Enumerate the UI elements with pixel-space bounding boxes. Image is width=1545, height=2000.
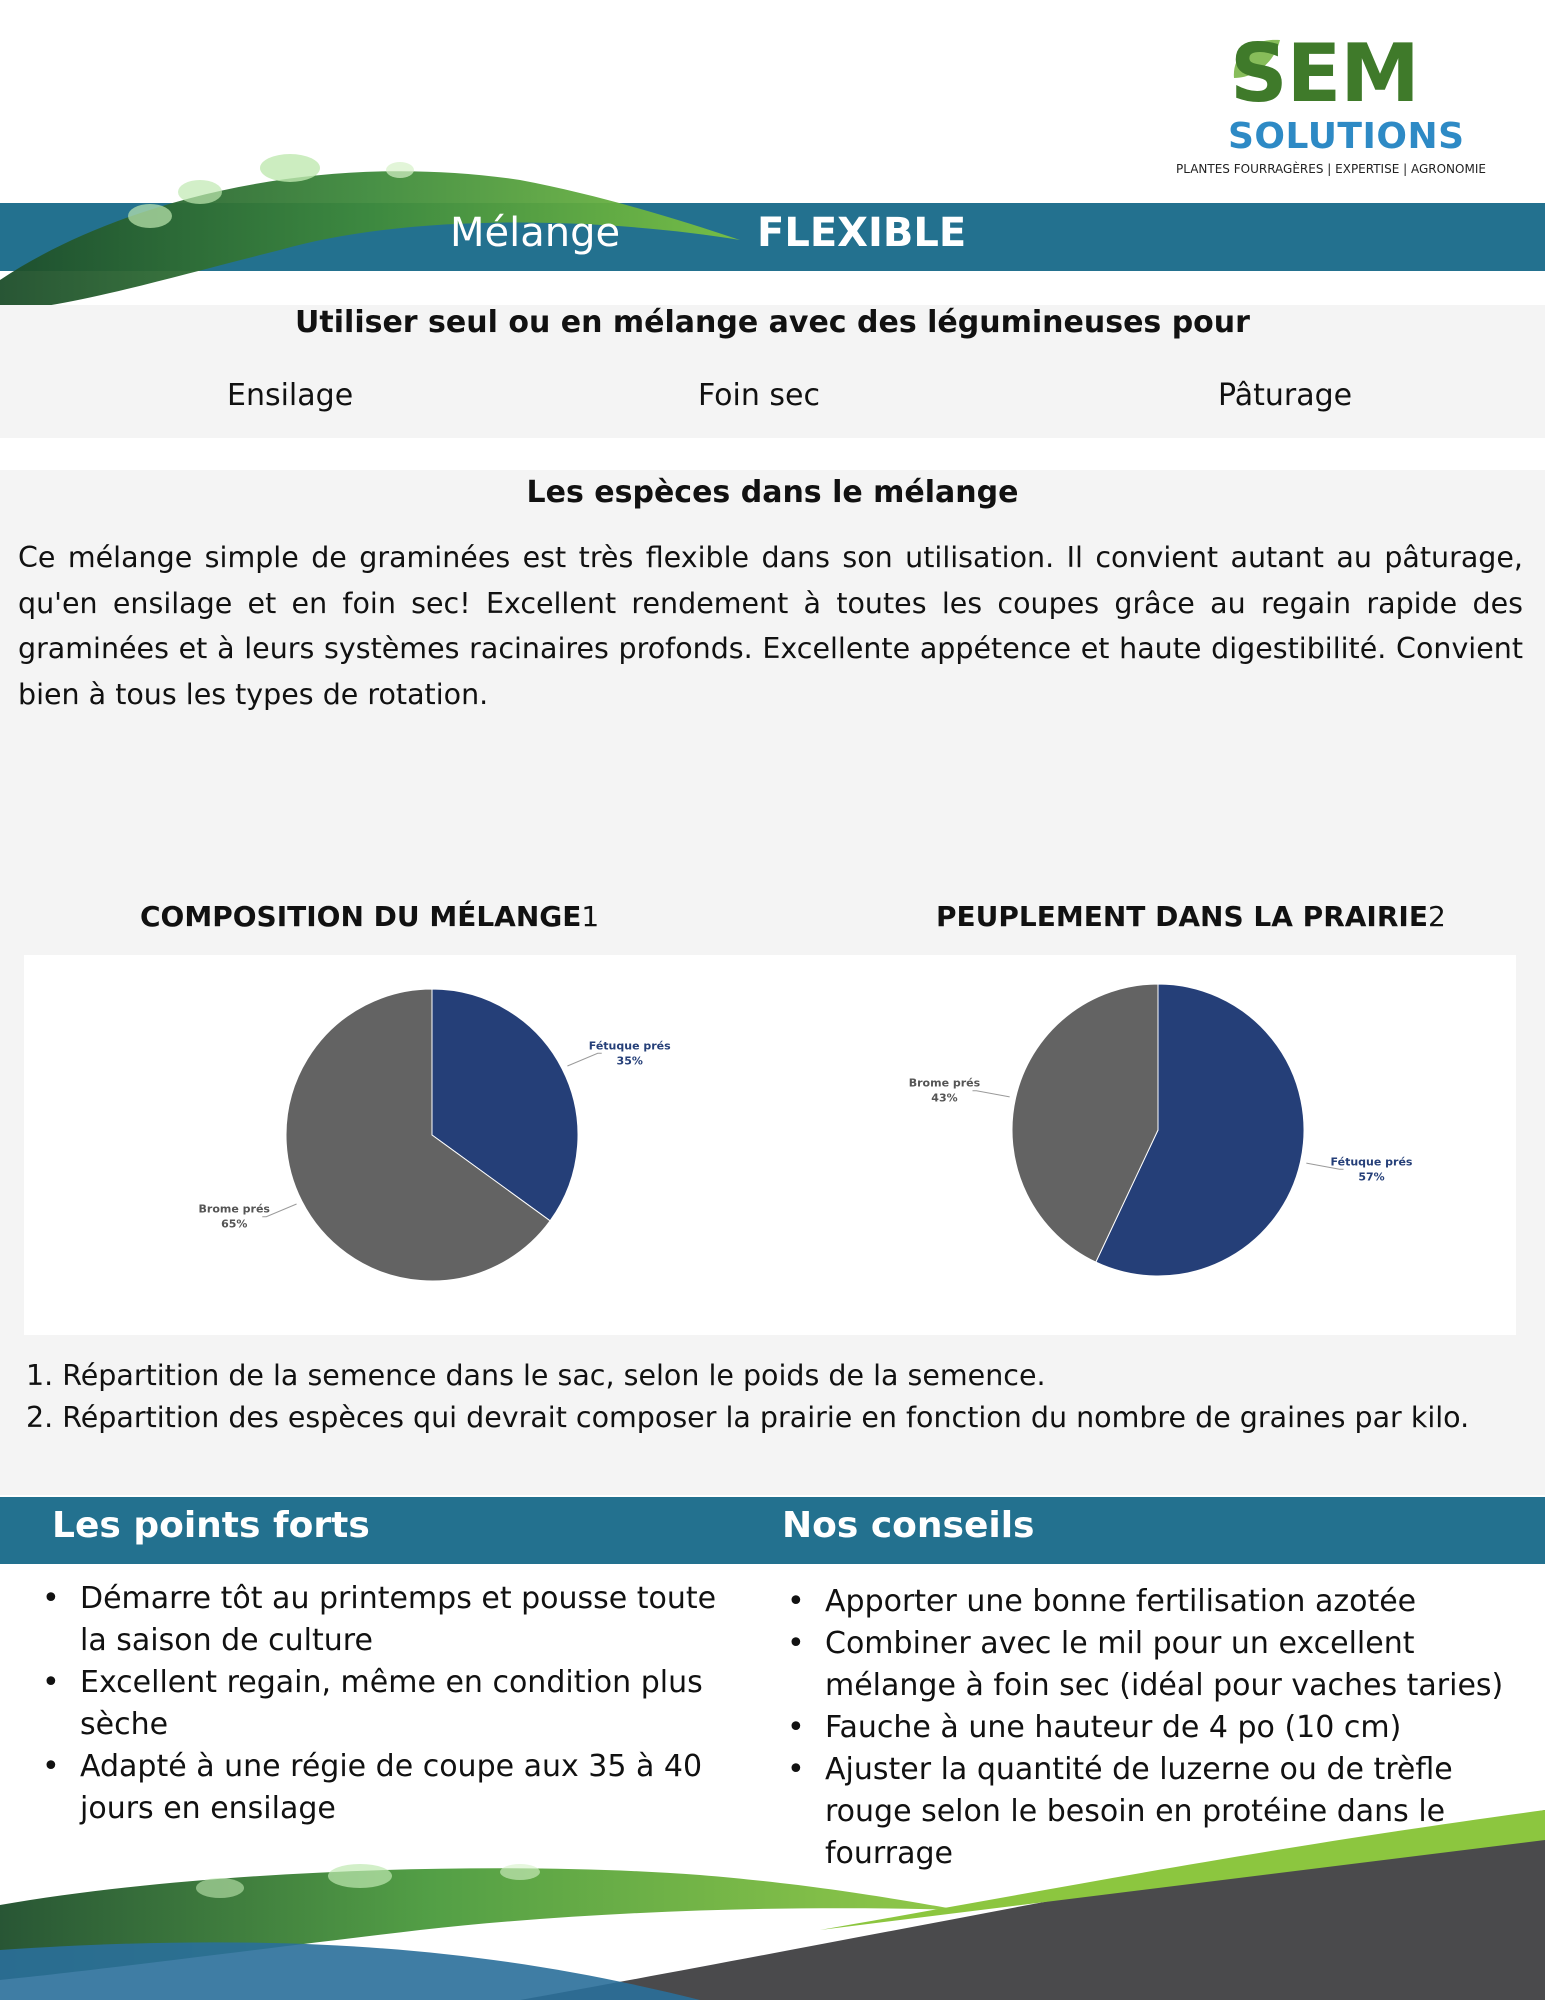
bottom-leaf-decoration: [0, 1800, 1545, 2000]
list-item: • Démarre tôt au printemps et pousse toute la saison de culture: [20, 1578, 730, 1662]
banner-label: Mélange: [450, 210, 621, 256]
usage-item-foin-sec: Foin sec: [698, 378, 821, 413]
pie-label: Fétuque prés: [588, 1039, 671, 1053]
list-item: • Adapté à une régie de coupe aux 35 à 40 jours en ensilage: [20, 1746, 730, 1830]
species-title: Les espèces dans le mélange: [526, 475, 1019, 510]
pie-leader-line: [567, 1053, 601, 1066]
species-description: Ce mélange simple de graminées est très flexible dans son utilisation. Il convient autant au pâturage, qu'en ensilage et en foin sec! Excellent rendement à toutes les coupes grâce au regain rapide des graminées et à leurs systèmes racinaires profonds. Excellente appétence et haute digestibilité. Convient bien à tous les types de rotation.: [18, 541, 1523, 711]
pie-leader-line: [972, 1091, 1009, 1097]
usage-item-paturage: Pâturage: [1218, 378, 1353, 413]
footnotes: [26, 1355, 1469, 1439]
points-forts-title: Les points forts: [52, 1505, 370, 1546]
logo-brand: SEM: [1230, 27, 1419, 120]
chart-title-composition: COMPOSITION DU MÉLANGE1: [140, 900, 600, 933]
chart-title-peuplement: PEUPLEMENT DANS LA PRAIRIE2: [936, 900, 1446, 933]
points-forts-list: [20, 1578, 730, 1830]
pie-label: Fétuque prés: [1330, 1155, 1413, 1169]
grass-leaf-decoration: [0, 140, 760, 310]
usage-item-ensilage: Ensilage: [227, 378, 354, 413]
list-item: • Fauche à une hauteur de 4 po (10 cm): [765, 1707, 1525, 1749]
charts-panel: [24, 955, 1516, 1335]
brand-logo: [1160, 27, 1520, 184]
list-item: • Combiner avec le mil pour un excellent mélange à foin sec (idéal pour vaches taries): [765, 1623, 1525, 1707]
pie-label: Brome prés: [908, 1076, 981, 1090]
footnote-1: 1. Répartition de la semence dans le sac, selon le poids de la semence.: [26, 1359, 1046, 1392]
conseils-title: Nos conseils: [782, 1505, 1035, 1546]
banner-product-name: FLEXIBLE: [757, 210, 967, 256]
list-item: • Apporter une bonne fertilisation azotée: [765, 1581, 1525, 1623]
usage-title: Utiliser seul ou en mélange avec des légumineuses pour: [295, 305, 1250, 340]
list-item: • Excellent regain, même en condition plus sèche: [20, 1662, 730, 1746]
pie-chart-composition: [24, 955, 770, 1335]
logo-tagline: PLANTES FOURRAGÈRES | EXPERTISE | AGRONOMIE: [1176, 162, 1486, 176]
logo-subtitle: SOLUTIONS: [1228, 116, 1465, 157]
pie-value-label: 57%: [1358, 1170, 1385, 1184]
pie-label: Brome prés: [198, 1202, 270, 1216]
pie-value-label: 65%: [221, 1217, 248, 1231]
footnote-2: 2. Répartition des espèces qui devrait composer la prairie en fonction du nombre de graines par kilo.: [26, 1401, 1470, 1434]
list-item: • Ajuster la quantité de luzerne ou de trèfle rouge selon le besoin en protéine dans le fourrage: [765, 1749, 1525, 1875]
pie-chart-peuplement: [770, 955, 1516, 1335]
pie-value-label: 35%: [616, 1054, 643, 1068]
pie-value-label: 43%: [931, 1091, 958, 1105]
